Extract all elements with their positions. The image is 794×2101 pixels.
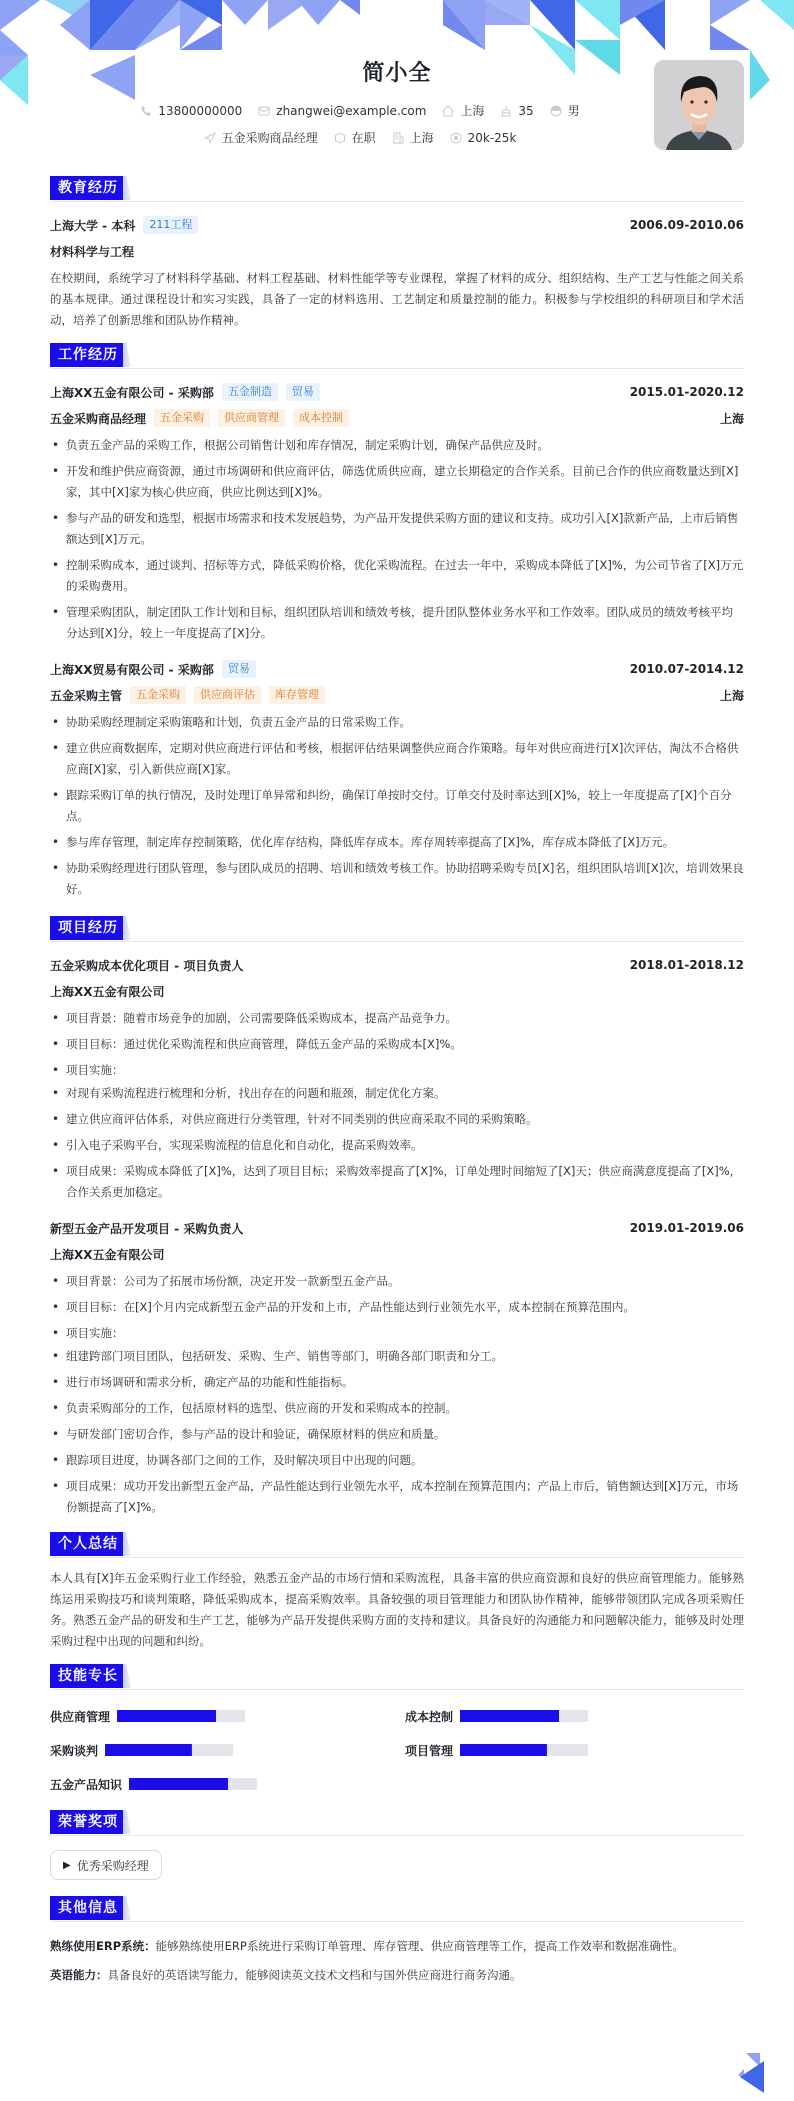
award-label: 优秀采购经理	[76, 1858, 149, 1873]
role-row	[50, 682, 744, 708]
skill-name: 项目管理	[405, 1743, 454, 1758]
other-info-label: 熟练使用ERP系统：	[50, 1939, 156, 1953]
list-item: • 项目目标：在[X]个月内完成新型五金产品的开发和上市，产品性能达到行业领先水平，成本控制在预算范围内。	[50, 1297, 744, 1318]
skill-bar	[117, 1710, 245, 1722]
mail-icon	[258, 105, 270, 117]
work-item	[50, 379, 744, 644]
section-title-decoration	[123, 343, 131, 367]
list-item: • 项目背景：公司为了拓展市场份额，决定开发一款新型五金产品。	[50, 1271, 744, 1292]
work-location: 上海	[719, 411, 744, 426]
skill-bar-fill	[117, 1710, 216, 1722]
company-row	[50, 656, 744, 682]
age-text: 35	[518, 103, 534, 118]
role-tag: 供应商管理	[218, 409, 285, 427]
project-bullets	[50, 1008, 744, 1203]
section-title: 技能专长	[50, 1664, 126, 1688]
list-item: • 管理采购团队，制定团队工作计划和目标，组织团队培训和绩效考核，提升团队整体业务水平和工作效率。团队成员的绩效考核平均分达到[X]分，较上一年度提高了[X]分。	[50, 602, 744, 644]
target-city-text: 上海	[409, 131, 434, 145]
work-date: 2015.01-2020.12	[629, 385, 744, 399]
avatar	[654, 60, 744, 150]
section-header	[50, 1810, 744, 1836]
project-row	[50, 1215, 744, 1241]
other-info-item	[50, 1965, 744, 1986]
work-date: 2010.07-2014.12	[629, 662, 744, 676]
list-item: • 项目成果：成功开发出新型五金产品，产品性能达到行业领先水平，成本控制在预算范围内；产品上市后，销售额达到[X]万元，市场份额提高了[X]%。	[50, 1476, 744, 1518]
list-item: • 协助采购经理进行团队管理，参与团队成员的招聘、培训和绩效考核工作。协助招聘采购专员[X]名，组织团队培训[X]次，培训效果良好。	[50, 858, 744, 900]
email-text: zhangwei@example.com	[276, 103, 427, 118]
section-title: 其他信息	[50, 1896, 126, 1920]
list-item: • 跟踪项目进度，协调各部门之间的工作，及时解决项目中出现的问题。	[50, 1450, 744, 1471]
section-header	[50, 916, 744, 942]
role-tag: 五金采购	[130, 686, 186, 704]
list-item: • 控制采购成本，通过谈判、招标等方式，降低采购价格，优化采购流程。在过去一年中，采购成本降低了[X]%，为公司节省了[X]万元的采购费用。	[50, 555, 744, 597]
section-title-decoration	[123, 1664, 131, 1688]
list-item: • 进行市场调研和需求分析，确定产品的功能和性能指标。	[50, 1372, 744, 1393]
education-description: 在校期间，系统学习了材料科学基础、材料工程基础、材料性能学等专业课程，掌握了材料的成分、组织结构、生产工艺与性能之间关系的基本规律。通过课程设计和实习实践，具备了一定的材料选用、工艺制定和质量控制的能力。积极参与学校组织的科研项目和学术活动，培养了创新思维和团队协作精神。	[50, 271, 744, 327]
section-header	[50, 343, 744, 369]
role-row	[50, 405, 744, 431]
skill-item	[405, 1706, 760, 1726]
skill-item	[50, 1740, 405, 1760]
section-title-decoration	[123, 1896, 131, 1920]
company-tag: 五金制造	[222, 383, 278, 401]
contact-info-row	[0, 102, 720, 119]
project-item	[50, 952, 744, 1203]
project-company: 上海XX五金有限公司	[50, 1247, 165, 1262]
age-icon	[500, 105, 512, 117]
education-date: 2006.09-2010.06	[629, 218, 744, 232]
company-name: 上海XX贸易有限公司 - 采购部	[50, 662, 214, 677]
list-item: • 组建跨部门项目团队，包括研发、采购、生产、销售等部门，明确各部门职责和分工。	[50, 1346, 744, 1367]
list-item: • 开发和维护供应商资源，通过市场调研和供应商评估，筛选优质供应商，建立长期稳定的合作关系。目前已合作的供应商数量达到[X]家，其中[X]家为核心供应商，供应比例达到[X]%。	[50, 461, 744, 503]
salary-icon	[450, 132, 462, 144]
target-position-text: 五金采购商品经理	[221, 131, 318, 145]
section-title: 个人总结	[50, 1532, 126, 1556]
project-name: 五金采购成本优化项目 - 项目负责人	[50, 958, 244, 973]
project-company-row	[50, 978, 744, 1004]
role-name: 五金采购商品经理	[50, 411, 147, 426]
section-title-decoration	[123, 1810, 131, 1834]
phone-item	[140, 104, 242, 118]
city-text: 上海	[460, 104, 485, 118]
resume-header	[0, 0, 794, 170]
summary-section	[50, 1532, 744, 1652]
skill-bar-fill	[460, 1710, 559, 1722]
skill-bar	[105, 1744, 233, 1756]
section-header	[50, 176, 744, 202]
work-item	[50, 656, 744, 900]
status-icon	[334, 132, 346, 144]
list-item: • 协助采购经理制定采购策略和计划，负责五金产品的日常采购工作。	[50, 712, 744, 733]
section-header	[50, 1664, 744, 1690]
list-item: • 项目目标：通过优化采购流程和供应商管理，降低五金产品的采购成本[X]%。	[50, 1034, 744, 1055]
building-icon	[392, 132, 404, 144]
work-bullets	[50, 712, 744, 900]
other-section	[50, 1896, 744, 1986]
skill-item	[405, 1740, 760, 1760]
other-info-text: 具备良好的英语读写能力，能够阅读英文技术文档和与国外供应商进行商务沟通。	[107, 1968, 522, 1982]
city-item	[442, 102, 484, 119]
list-item: • 负责采购部分的工作，包括原材料的选型、供应商的开发和采购成本的控制。	[50, 1398, 744, 1419]
major-row	[50, 238, 744, 264]
role-tag: 供应商评估	[194, 686, 261, 704]
work-location: 上海	[719, 688, 744, 703]
skill-name: 成本控制	[405, 1709, 454, 1724]
job-status-item	[334, 129, 376, 146]
home-icon	[442, 105, 454, 117]
list-item: • 项目背景：随着市场竞争的加剧，公司需要降低采购成本，提高产品竞争力。	[50, 1008, 744, 1029]
salary-item	[450, 131, 517, 145]
company-tag: 贸易	[286, 383, 320, 401]
skill-name: 五金产品知识	[50, 1777, 123, 1792]
project-company: 上海XX五金有限公司	[50, 984, 165, 999]
project-company-row	[50, 1241, 744, 1267]
award-item[interactable]	[50, 1850, 162, 1880]
target-city-item	[392, 129, 434, 146]
project-bullets	[50, 1271, 744, 1518]
project-name: 新型五金产品开发项目 - 采购负责人	[50, 1221, 244, 1236]
list-item: • 项目成果：采购成本降低了[X]%，达到了项目目标；采购效率提高了[X]%，订单处理时间缩短了[X]天；供应商满意度提高了[X]%，合作关系更加稳定。	[50, 1161, 744, 1203]
section-title: 荣誉奖项	[50, 1810, 126, 1834]
role-tag: 五金采购	[154, 409, 210, 427]
skill-item	[50, 1774, 405, 1794]
education-item	[50, 212, 744, 331]
phone-text: 13800000000	[158, 103, 243, 118]
summary-text: 本人具有[X]年五金采购行业工作经验，熟悉五金产品的市场行情和采购流程，具备丰富的供应商资源和良好的供应商管理能力。能够熟练运用采购技巧和谈判策略，降低采购成本，提高采购效率。具备较强的项目管理能力和团队协作精神，能够带领团队完成各项采购任务。熟悉五金产品的研发和生产工艺，能够为产品开发提供采购方面的支持和建议。具备良好的沟通能力和问题解决能力，能够及时处理采购过程中出现的问题和纠纷。	[50, 1571, 744, 1648]
skill-name: 采购谈判	[50, 1743, 99, 1758]
send-icon	[204, 132, 216, 144]
other-info-text: 能够熟练使用ERP系统进行采购订单管理、库存管理、供应商管理等工作，提高工作效率和数据准确性。	[155, 1939, 684, 1953]
section-title-decoration	[123, 1532, 131, 1556]
section-title-decoration	[123, 176, 131, 200]
section-title-decoration	[123, 916, 131, 940]
company-tag: 贸易	[222, 660, 256, 678]
major-name: 材料科学与工程	[50, 244, 135, 259]
footer-corner-decoration	[734, 2049, 774, 2093]
skill-bar-fill	[129, 1778, 228, 1790]
list-item: • 跟踪采购订单的执行情况，及时处理订单异常和纠纷，确保订单按时交付。订单交付及时率达到[X]%，较上一年度提高了[X]个百分点。	[50, 785, 744, 827]
job-status-text: 在职	[351, 131, 376, 145]
role-tag: 库存管理	[269, 686, 325, 704]
section-title: 项目经历	[50, 916, 126, 940]
school-tag: 211工程	[143, 216, 198, 234]
work-bullets	[50, 435, 744, 644]
age-item	[500, 104, 533, 118]
skill-name: 供应商管理	[50, 1709, 111, 1724]
work-section	[50, 343, 744, 900]
list-item: • 引入电子采购平台，实现采购流程的信息化和自动化，提高采购效率。	[50, 1135, 744, 1156]
company-name: 上海XX五金有限公司 - 采购部	[50, 385, 214, 400]
role-name: 五金采购主管	[50, 688, 123, 703]
skills-grid	[50, 1700, 744, 1804]
skill-bar	[460, 1710, 588, 1722]
company-row	[50, 379, 744, 405]
project-date: 2018.01-2018.12	[629, 958, 744, 972]
skill-bar	[129, 1778, 257, 1790]
skill-bar	[460, 1744, 588, 1756]
section-header	[50, 1896, 744, 1922]
list-item: • 与研发部门密切合作，参与产品的设计和验证，确保原材料的供应和质量。	[50, 1424, 744, 1445]
triangle-right-icon: ▶	[63, 1859, 71, 1871]
candidate-name: 简小全	[362, 61, 432, 86]
list-item: • 负责五金产品的采购工作，根据公司销售计划和库存情况，制定采购计划，确保产品供应及时。	[50, 435, 744, 456]
gender-text: 男	[567, 104, 580, 118]
list-item: • 参与库存管理，制定库存控制策略，优化库存结构，降低库存成本。库存周转率提高了[X]%，库存成本降低了[X]万元。	[50, 832, 744, 853]
salary-text: 20k-25k	[467, 130, 517, 145]
list-item: • 项目实施：	[50, 1060, 744, 1081]
project-row	[50, 952, 744, 978]
education-section	[50, 176, 744, 331]
section-title: 工作经历	[50, 343, 126, 367]
project-date: 2019.01-2019.06	[629, 1221, 744, 1235]
list-item: • 参与产品的研发和选型，根据市场需求和技术发展趋势，为产品开发提供采购方面的建议和支持。成功引入[X]款新产品，上市后销售额达到[X]万元。	[50, 508, 744, 550]
avatar-photo-icon	[654, 60, 744, 150]
skills-section	[50, 1664, 744, 1804]
projects-section	[50, 916, 744, 1518]
project-item	[50, 1215, 744, 1518]
email-item	[258, 104, 426, 118]
list-item: • 建立供应商评估体系，对供应商进行分类管理，针对不同类别的供应商采取不同的采购策略。	[50, 1109, 744, 1130]
skill-bar-fill	[460, 1744, 547, 1756]
gender-item	[550, 102, 580, 119]
skill-item	[50, 1706, 405, 1726]
other-info-item	[50, 1936, 744, 1957]
section-header	[50, 1532, 744, 1558]
list-item: • 项目实施：	[50, 1323, 744, 1344]
phone-icon	[140, 105, 152, 117]
skill-bar-fill	[105, 1744, 192, 1756]
awards-section	[50, 1810, 744, 1890]
other-info-label: 英语能力：	[50, 1968, 108, 1982]
resume-body	[0, 176, 794, 1986]
target-position-item	[204, 129, 318, 146]
job-info-row	[0, 129, 720, 146]
role-tag: 成本控制	[293, 409, 349, 427]
section-title: 教育经历	[50, 176, 126, 200]
list-item: • 对现有采购流程进行梳理和分析，找出存在的问题和瓶颈，制定优化方案。	[50, 1083, 744, 1104]
education-row	[50, 212, 744, 238]
list-item: • 建立供应商数据库，定期对供应商进行评估和考核，根据评估结果调整供应商合作策略。每年对供应商进行[X]次评估，淘汰不合格供应商[X]家，引入新供应商[X]家。	[50, 738, 744, 780]
school-name: 上海大学 - 本科	[50, 218, 136, 233]
gender-icon	[550, 105, 562, 117]
